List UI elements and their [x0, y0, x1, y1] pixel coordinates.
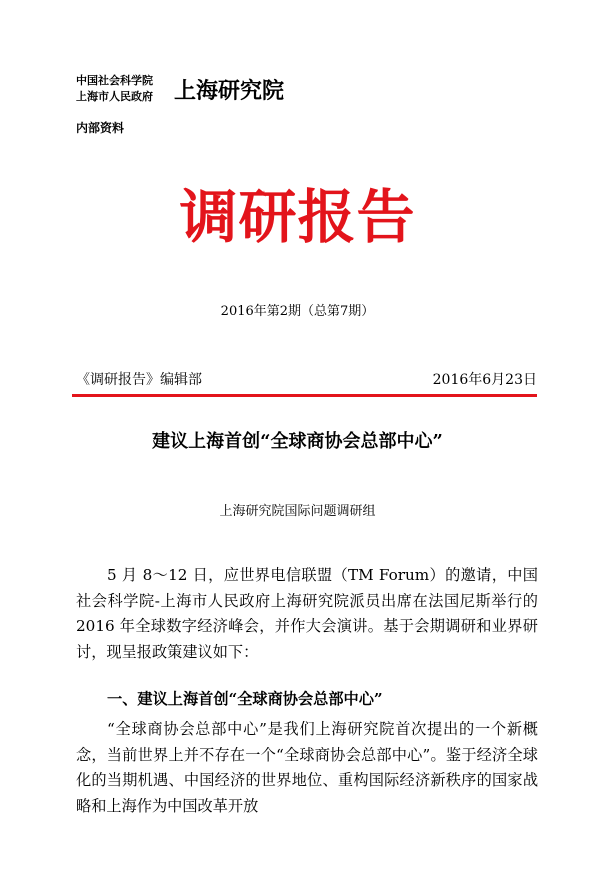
body-paragraph-1	[76, 563, 538, 665]
article-title: 建议上海首创“全球商协会总部中心”	[152, 431, 443, 452]
body-paragraph-1-text: 5 月 8～12 日，应世界电信联盟（TM Forum）的邀请，中国社会科学院-上海市人民政府上海研究院派员出席在法国尼斯举行的 2016 年全球数字经济峰会，并作大会演讲。基于会期调研和业界研讨，现呈报政策建议如下：	[76, 566, 538, 661]
org-name-cass: 中国社会科学院	[76, 74, 153, 87]
institute-name: 上海研究院	[174, 78, 285, 104]
body-paragraph-2	[76, 717, 538, 819]
publication-date: 2016年6月23日	[432, 372, 537, 388]
classification-label: 内部资料	[76, 121, 125, 135]
section-heading-1-text: 一、建议上海首创“全球商协会总部中心”	[107, 690, 383, 708]
header-divider	[72, 394, 537, 397]
body-paragraph-2-text: “全球商协会总部中心”是我们上海研究院首次提出的一个新概念，当前世界上并不存在一个“全球商协会总部中心”。鉴于经济全球化的当期机遇、中国经济的世界地位、重构国际经济新秩序的国家战略和上海作为中国改革开放	[76, 720, 538, 815]
author-group: 上海研究院国际问题调研组	[219, 504, 376, 519]
editorial-department: 《调研报告》编辑部	[76, 372, 202, 388]
issue-number: 2016年第2期（总第7期）	[220, 304, 375, 319]
section-heading-1	[76, 687, 383, 713]
org-name-shanghai-gov: 上海市人民政府	[76, 90, 153, 103]
report-title: 调研报告	[179, 183, 416, 251]
institute-logo-block	[76, 74, 336, 108]
